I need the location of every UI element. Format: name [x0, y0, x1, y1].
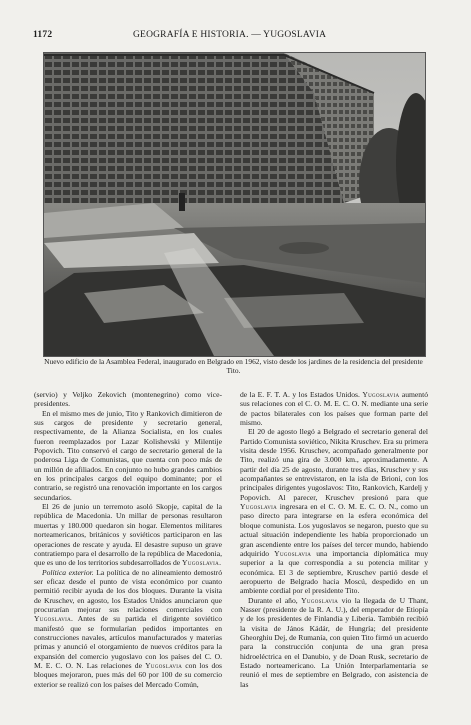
body-text: una importancia diplomática muy superior a la que correspondía a su potencia militar y económica. El 3 de septiembre, Kruschev partió desde el aeropuerto de Belgrado hacia Moscú, despedido en un ambiente cordial por el presidente Tito. [240, 548, 428, 596]
left-column [34, 390, 222, 689]
right-column [240, 390, 428, 689]
body-text: El 20 de agosto llegó a Belgrado el secretario general del Partido Comunista soviético, Nikita Kruschev. Era su primera visita desde 1956. Kruschev, acompañado generalmente por Tito, realizó una gira de 3.000 km., aproximadamente. A partir del día 25 de agosto, durante tres días, Kruschev y sus acompañantes se entrevistaron, en la isla de Brioni, con los principales dirigentes yugoslavos: Tito, Rankovich, Kardelj y Popovich. Al parecer, Kruschev presionó para que [240, 427, 428, 502]
body-text: El 26 de junio un terremoto asoló Skopje, capital de la república de Macedonia. Un millar de personas resultaron muertas y 180.000 quedaron sin hogar. Elementos militares norteamericanos, británicos y soviéticos participaron en las operaciones de rescate y ayuda. El desastre supuso un grave contratiempo para el desarrollo de la república de Macedonia, que es uno de los territorios subdesarrollados de [34, 502, 222, 568]
body-text: ingresara en el C. O. M. E. C. O. N., como un paso directo para integrarse en la esfera económica del bloque comunista. Los yugoslavos se negaron, puesto que su actual situación independiente les había proporcionado un gran ascendiente entre los países del tercer mundo, habiendo adquirido [240, 502, 428, 558]
body-text: (servio) y Veljko Zekovich (montenegrino) como vice-presidentes. [34, 390, 222, 409]
running-title: GEOGRAFÍA E HISTORIA. — YUGOSLAVIA [133, 30, 327, 40]
country-name: Yugoslavia [362, 390, 400, 399]
body-paragraph [34, 390, 222, 409]
body-paragraph [34, 502, 222, 567]
body-paragraph [34, 409, 222, 502]
country-name: Yugoslavia [34, 614, 72, 624]
country-name: Yugoslavia [182, 558, 220, 568]
body-paragraph [240, 427, 428, 595]
photo-caption: Nuevo edificio de la Asamblea Federal, inaugurado en Belgrado en 1962, visto desde los jardines de la residencia del presidente Tito. [44, 357, 423, 375]
running-header [33, 30, 433, 42]
body-text: con los dos bloques mejoraron, pues más del 60 por 100 de su comercio exterior se realizó con los países del Mercado Común, [34, 660, 222, 689]
body-text: de la E. F. T. A. y los Estados Unidos. [240, 390, 363, 399]
body-text: aumentó sus relaciones con el C. O. M. E. C. O. N. mediante una serie de pactos bilaterales con los países que forman parte del mismo. [240, 390, 428, 428]
body-text: . [219, 558, 221, 568]
body-text: . Antes de su partida el dirigente soviético manifestó que se formularían pedidos importantes en construcciones navales, artículos manufacturados y materias primas y anunció el otorgamiento de nuevos créditos para la expansión del comercio yugoslavo con los países del C. O. M. E. C. O. N. Las relaciones de [34, 614, 222, 670]
assembly-building-photo [43, 52, 426, 357]
country-name: Yugoslavia [274, 548, 312, 558]
body-text: Durante el año, [248, 595, 302, 605]
body-paragraph [240, 596, 428, 689]
body-paragraph [240, 390, 428, 427]
country-name: Yugoslavia [240, 502, 278, 512]
country-name: Yugoslavia [145, 660, 183, 670]
body-text: En el mismo mes de junio, Tito y Rankovich dimitieron de sus cargos de presidente y secretario general, respectivamente, de la Alianza Socialista, en los cuales fueron reemplazados por Lazar Kolishevski y Milentije Popovich. Tito conservó el cargo de secretario general de la poderosa Liga de Comunistas, que cuenta con poco más de un millón de afiliados. En conjunto no hubo grandes cambios en los principales cargos del equipo dominante; por el contrario, se registró una renovación importante en los cargos secundarios. [34, 408, 222, 502]
section-heading: Política exterior. [42, 567, 94, 577]
body-paragraph [34, 568, 222, 689]
body-text: La política de no alineamiento demostró ser eficaz desde el punto de vista económico por cuanto permitió recibir ayuda de los dos bloques. Durante la visita de Kruschev, en agosto, los Estados Unidos anunciaron que procurarían mejorar sus relaciones comerciales con [34, 567, 222, 614]
page-number: 1172 [33, 30, 53, 40]
country-name: Yugoslavia [301, 595, 339, 605]
body-text: vio la llegada de U Thant, Nasser (presidente de la R. A. U.), del emperador de Etiopía y de los presidentes de Finlandia y Liberia. También recibió la visita de János Kádár, de Hungría; del presidente Gheorghiu Dej, de Rumanía, con quien Tito firmó un acuerdo para la construcción conjunta de una gran presa hidroeléctrica en el Danubio, y de Doan Rusk, secretario de Estado norteamericano. La Unión Interparlamentaria se reunió el mes de septiembre en Belgrado, con asistencia de las [240, 595, 429, 689]
